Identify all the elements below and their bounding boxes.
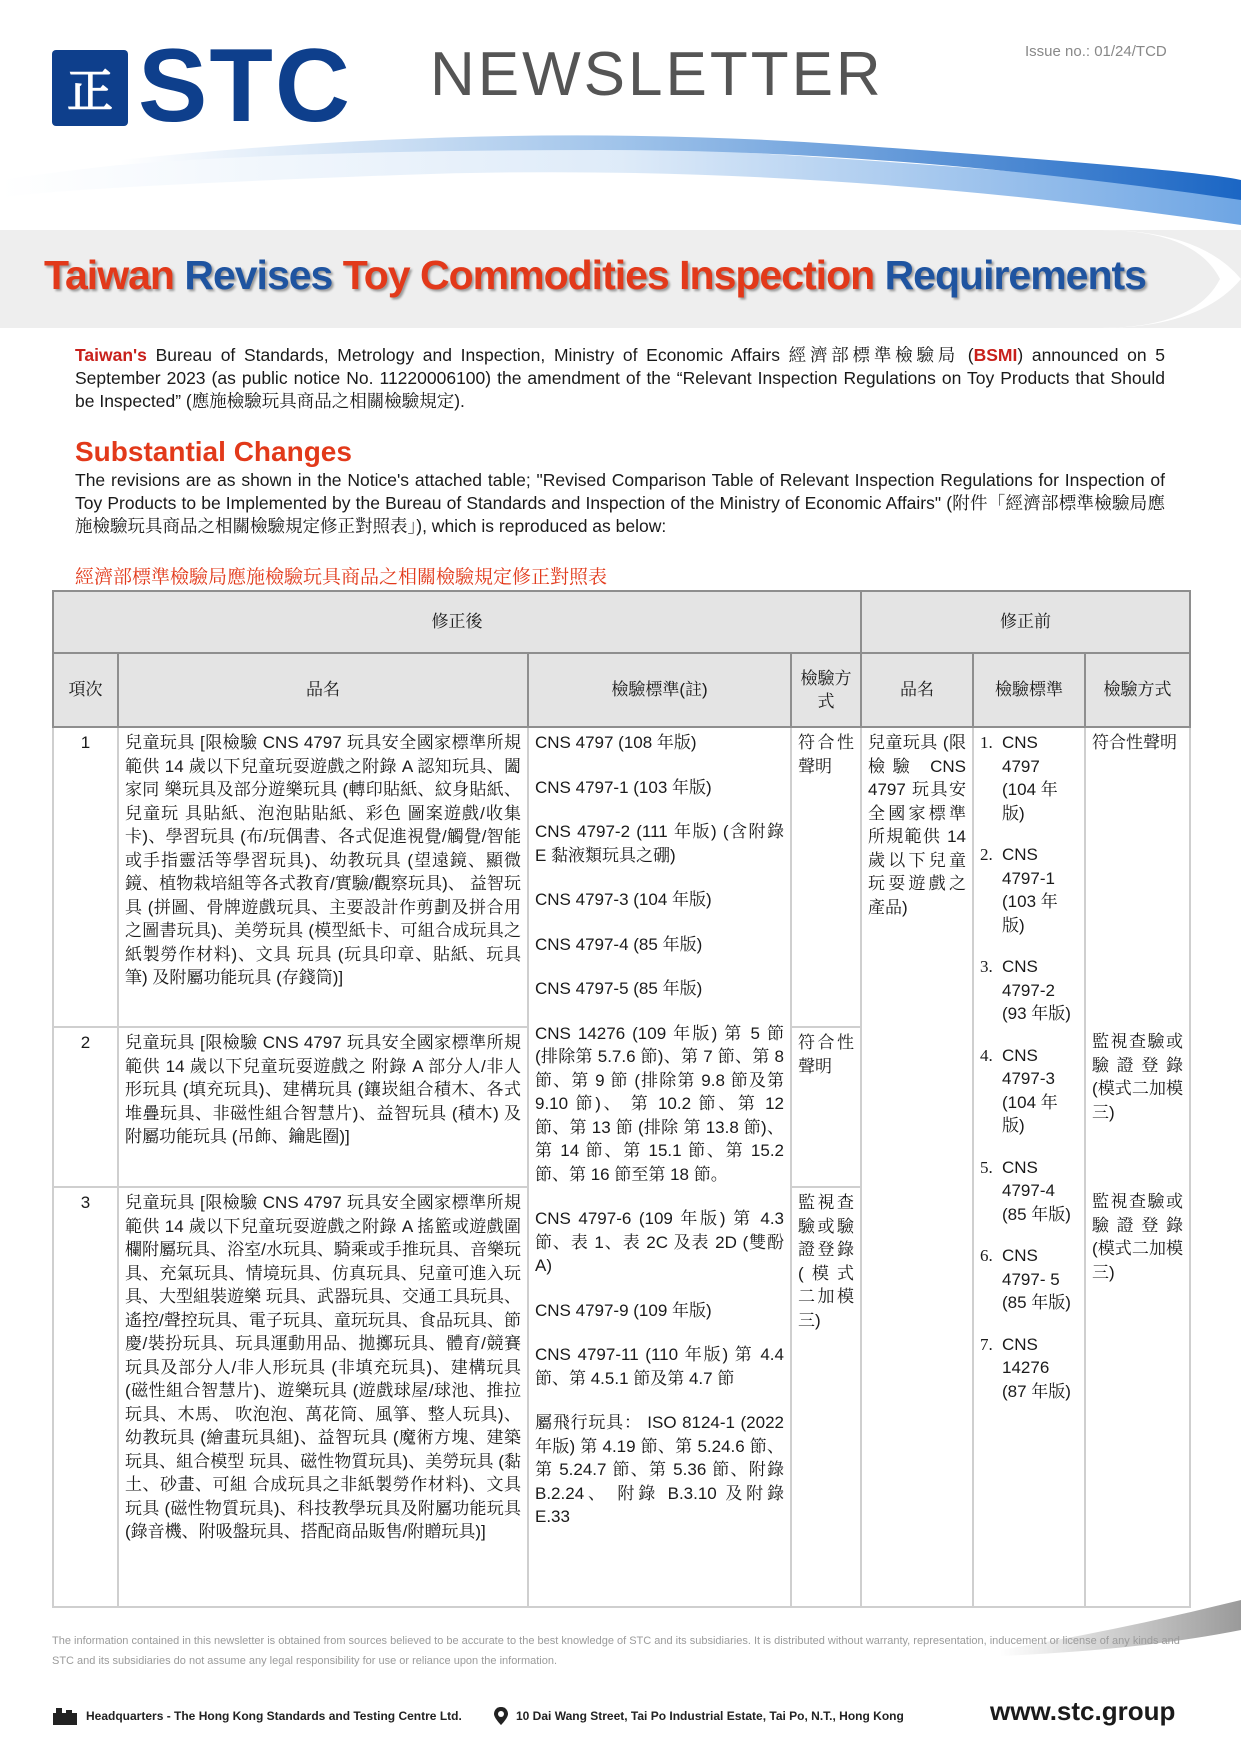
standard-item [980,1244,1078,1315]
website-link[interactable]: www.stc.group [990,1696,1176,1726]
issue-number: Issue no.: 01/24/TCD [1025,43,1167,60]
row-number: 1 [53,727,118,1027]
col-header: 檢驗方式 [1085,653,1190,727]
standard-item: CNS 4797-4 (85 年版) [535,934,703,954]
footer-headquarters [52,1707,462,1725]
stc-logo-text: STC [138,28,352,144]
table-title: 經濟部標準檢驗局應施檢驗玩具商品之相關檢驗規定修正對照表 [75,567,608,588]
item-number: 3. [980,957,993,976]
col-header: 檢驗標準(註) [528,653,791,727]
method-after: 符合性聲明 [791,1027,861,1187]
item-number: 4. [980,1045,993,1065]
address-text: 10 Dai Wang Street, Tai Po Industrial Estate, Tai Po, N.T., Hong Kong [516,1709,904,1723]
standard-item: CNS 14276 (109 年版) 第 5 節 (排除第 5.7.6 節)、第 7 節、第 8 節、第 9 節 (排除第 9.8 節及第 9.10 節)、 第 10.2 節、第 12 節、第 13 節 (排除 第 13.8 節)、第 14 節、第 15.1 節、第 15.2 節、第 16 節至第 18 節。 [535,1023,784,1184]
item-text: CNS 4797-3 (104 年版) [1002,1045,1058,1135]
title-word: Taiwan [44,252,174,298]
article-title [44,252,1146,299]
group-header-after: 修正後 [53,591,861,653]
standard-item: 屬飛行玩具： ISO 8124-1 (2022 年版) 第 4.19 節、第 5.24.6 節、第 5.24.7 節、第 5.36 節、附錄 B.2.24、 附錄 B.3.10 及附錄 E.33 [535,1413,784,1526]
newsletter-heading: NEWSLETTER [430,40,884,109]
intro-text: Bureau of Standards, Metrology and Inspection, Ministry of Economic Affairs 經濟部標準檢驗局 ( [146,345,974,365]
location-pin-icon [494,1707,508,1725]
title-word: Requirements [884,252,1146,298]
disclaimer: The information contained in this newsletter is obtained from sources believed to be accurate to the best knowledge of STC and its subsidiaries. It is distributed without warranty, representation, inducement or license of any kinds and STC and its subsidiaries do not assume any legal responsibility for use or reliance upon the information. [52,1635,1180,1667]
stc-logo-mark: 正 [52,50,128,126]
item-text: CNS 4797- 5 (85 年版) [1002,1246,1071,1312]
item-text: CNS 4797 (104 年版) [1002,733,1058,823]
product-name: 兒童玩具 [限檢驗 CNS 4797 玩具安全國家標準所規範供 14 歲以下兒童玩耍遊戲之 附錄 A 部分人/非人形玩具 (填充玩具)、建構玩具 (鑲崁組合積木、各式堆疊玩具、非磁性組合智慧片)、益智玩具 (積木) 及附屬功能玩具 (吊飾、鑰匙圈)] [118,1027,528,1187]
standard-item [980,955,1078,1026]
standard-item [980,731,1078,825]
footer-address [494,1707,904,1725]
item-text: CNS 4797-2 (93 年版) [1002,957,1071,1023]
intro-text: ) announced on 5 September 2023 (as public notice No. 11220006100) the amendment of the “Relevant Inspection Regulations on Toy Products that Should be Inspected” (應施檢驗玩具商品之相關檢驗規定). [75,345,1165,411]
method-before: 監視查驗或驗證登錄 (模式二加模三) [1085,1027,1190,1187]
standard-item: CNS 4797 (108 年版) [535,733,697,752]
hq-text: Headquarters - The Hong Kong Standards and Testing Centre Ltd. [86,1709,462,1723]
item-text: CNS 4797-4 (85 年版) [1002,1157,1071,1224]
item-text: CNS 4797-1 (103 年版) [1002,845,1058,935]
col-header: 檢驗標準 [973,653,1085,727]
product-name: 兒童玩具 [限檢驗 CNS 4797 玩具安全國家標準所規範供 14 歲以下兒童玩耍遊戲之附錄 A 搖籃或遊戲圍欄附屬玩具、浴室/水玩具、騎乘或手推玩具、音樂玩具、充氣玩具、情境玩具、仿真玩具、兒童可進入玩具、大型組裝遊樂 玩具、武器玩具、交通工具玩具、遙控/聲控玩具、電子玩具、童玩玩具、食品玩具、節慶/裝扮玩具、玩具運動用品、拋擲玩具、體育/競賽玩具及部分人/非人形玩具 (非填充玩具)、建構玩具 (磁性組合智慧片)、遊樂玩具 (遊戲球屋/球池、推拉玩具、木馬、 吹泡泡、萬花筒、風箏、整人玩具)、幼教玩具 (繪畫玩具組)、益智玩具 (魔術方塊、建築玩具、組合模型 玩具、磁性物質玩具)、美勞玩具 (黏土、砂畫、可組 合成玩具之非紙製勞作材料)、文具玩具 (磁性物質玩具)、科技教學玩具及附屬功能玩具 (錄音機、附吸盤玩具、搭配商品販售/附贈玩具)] [118,1187,528,1607]
standards-after [528,727,791,1607]
standard-item [980,1156,1078,1227]
intro-bold: BSMI [973,345,1018,365]
title-word: Toy [342,252,410,298]
standard-item: CNS 4797-6 (109 年版) 第 4.3 節、表 1、表 2C 及表 2D (雙酚 A) [535,1209,784,1275]
method-before: 監視查驗或驗證登錄 (模式二加模三) [1085,1187,1190,1607]
intro-paragraph [75,344,1165,413]
group-header-before: 修正前 [861,591,1190,653]
header-swoosh-graphic [0,120,1241,235]
row-number: 2 [53,1027,118,1187]
item-number: 2. [980,845,993,864]
building-icon [52,1707,78,1725]
section-heading: Substantial Changes [75,436,352,467]
item-number: 7. [980,1334,993,1354]
method-after: 監視查驗或驗證登錄(模式二加模三) [791,1187,861,1607]
standard-item: CNS 4797-2 (111 年版) (含附錄 E 黏液類玩具之硼) [535,822,784,865]
col-header: 項次 [53,653,118,727]
standard-item [980,843,1078,937]
standard-item: CNS 4797-3 (104 年版) [535,890,712,909]
standard-item: CNS 4797-5 (85 年版) [535,979,703,998]
col-header: 品名 [118,653,528,727]
standards-before [973,727,1085,1607]
method-after: 符合性聲明 [791,727,861,1027]
item-number: 1. [980,733,993,752]
standard-item: CNS 4797-9 (109 年版) [535,1300,712,1320]
product-name-before: 兒童玩具 (限檢驗 CNS 4797 玩具安全國家標準所規範供 14 歲以下兒童玩耍遊戲之產品) [861,727,973,1607]
col-header: 品名 [861,653,973,727]
method-before: 符合性聲明 [1085,727,1190,1027]
title-word: Revises [184,252,333,298]
item-number: 6. [980,1246,993,1265]
col-header: 檢驗方式 [791,653,861,727]
standard-item: CNS 4797-11 (110 年版) 第 4.4 節、第 4.5.1 節及第 4.7 節 [535,1345,784,1388]
title-word: Inspection [679,252,875,298]
standard-item [980,1044,1078,1138]
product-name: 兒童玩具 [限檢驗 CNS 4797 玩具安全國家標準所規範供 14 歲以下兒童玩耍遊戲之附錄 A 認知玩具、闔家同 樂玩具及部分遊樂玩具 (轉印貼紙、紋身貼紙、兒童玩 具貼紙、泡泡貼貼紙、彩色 圖案遊戲/收集卡)、學習玩具 (布/玩偶書、各式促進視覺/觸覺/智能或手指靈活等學習玩具)、幼教玩具 (望遠鏡、顯微鏡、植物栽培組等各式教育/實驗/觀察玩具)、 益智玩具 (拼圖、骨牌遊戲玩具、主要設計作剪劃及拼合用之圖書玩具)、美勞玩具 (模型紙卡、可組合成玩具之紙製勞作材料)、文具 玩具 (玩具印章、貼紙、玩具筆) 及附屬功能玩具 (存錢筒)] [118,727,528,1027]
comparison-table [52,590,1189,1608]
intro-bold: Taiwan's [75,345,147,365]
standard-item [980,1333,1078,1404]
item-number: 5. [980,1157,993,1177]
item-text: CNS 14276 (87 年版) [1002,1334,1071,1401]
table-row [53,727,1190,1027]
row-number: 3 [53,1187,118,1607]
section-paragraph: The revisions are as shown in the Notice's attached table; "Revised Comparison Table of Relevant Inspection Regulations for Inspection of Toy Products to be Implemented by the Bureau of Standards and Inspection of the Ministry of Economic Affairs" (附件「經濟部標準檢驗局應施檢驗玩具商品之相關檢驗規定修正對照表」), which is reproduced as below: [75,470,1165,536]
standard-item: CNS 4797-1 (103 年版) [535,777,712,797]
title-word: Commodities [420,252,669,298]
